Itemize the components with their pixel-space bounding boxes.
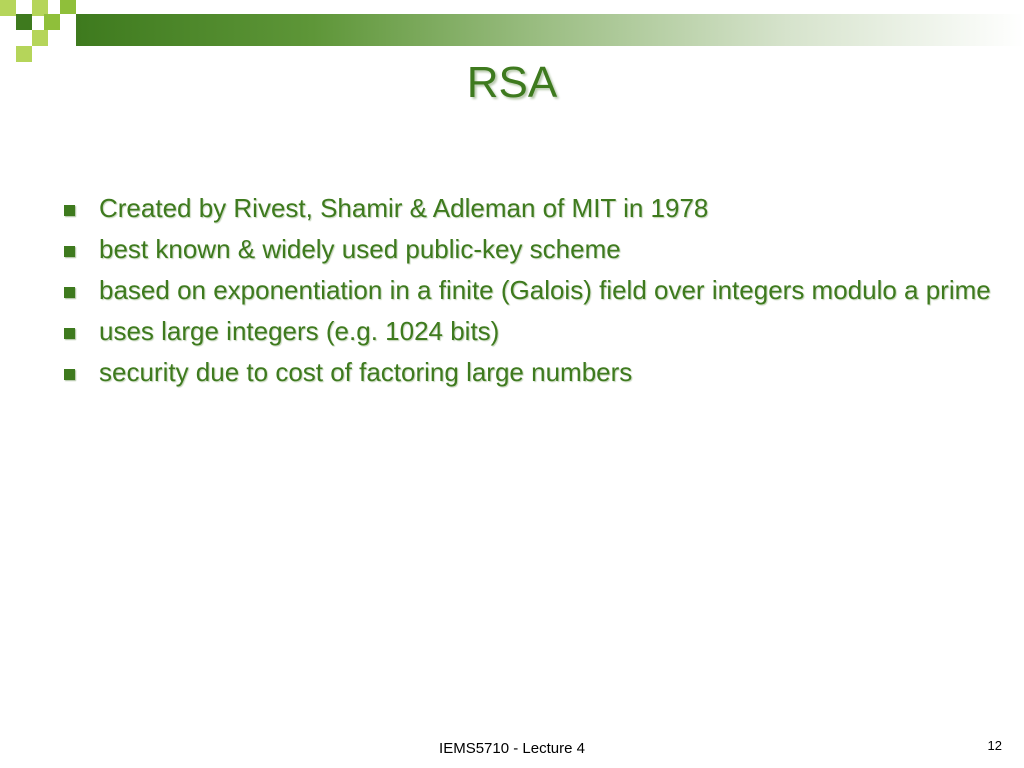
square-bullet-icon: [64, 246, 75, 257]
bullet-text: Created by Rivest, Shamir & Adleman of MIT in 1978: [99, 193, 709, 223]
corner-decoration-square: [60, 0, 76, 14]
bullet-list: [62, 192, 992, 397]
bullet-text: uses large integers (e.g. 1024 bits): [99, 316, 500, 346]
bullet-item: [62, 274, 992, 307]
bullet-item: [62, 192, 992, 225]
slide-title: RSA: [466, 58, 558, 107]
corner-decoration-square: [32, 30, 48, 46]
square-bullet-icon: [64, 287, 75, 298]
square-bullet-icon: [64, 369, 75, 380]
corner-decoration-square: [0, 30, 16, 46]
corner-decoration-square: [16, 14, 32, 30]
bullet-item: [62, 233, 992, 266]
page-number: 12: [987, 738, 1002, 753]
bullet-text: security due to cost of factoring large numbers: [99, 357, 633, 387]
header-gradient-band: [76, 14, 1024, 46]
bullet-item: [62, 315, 992, 348]
bullet-item: [62, 356, 992, 389]
bullet-text: best known & widely used public-key scheme: [99, 234, 621, 264]
square-bullet-icon: [64, 205, 75, 216]
footer-course-label: IEMS5710 - Lecture 4: [439, 740, 585, 757]
corner-decoration-square: [44, 14, 60, 30]
square-bullet-icon: [64, 328, 75, 339]
corner-decoration-square: [0, 0, 16, 16]
bullet-text: based on exponentiation in a finite (Galois) field over integers modulo a prime: [99, 275, 991, 305]
